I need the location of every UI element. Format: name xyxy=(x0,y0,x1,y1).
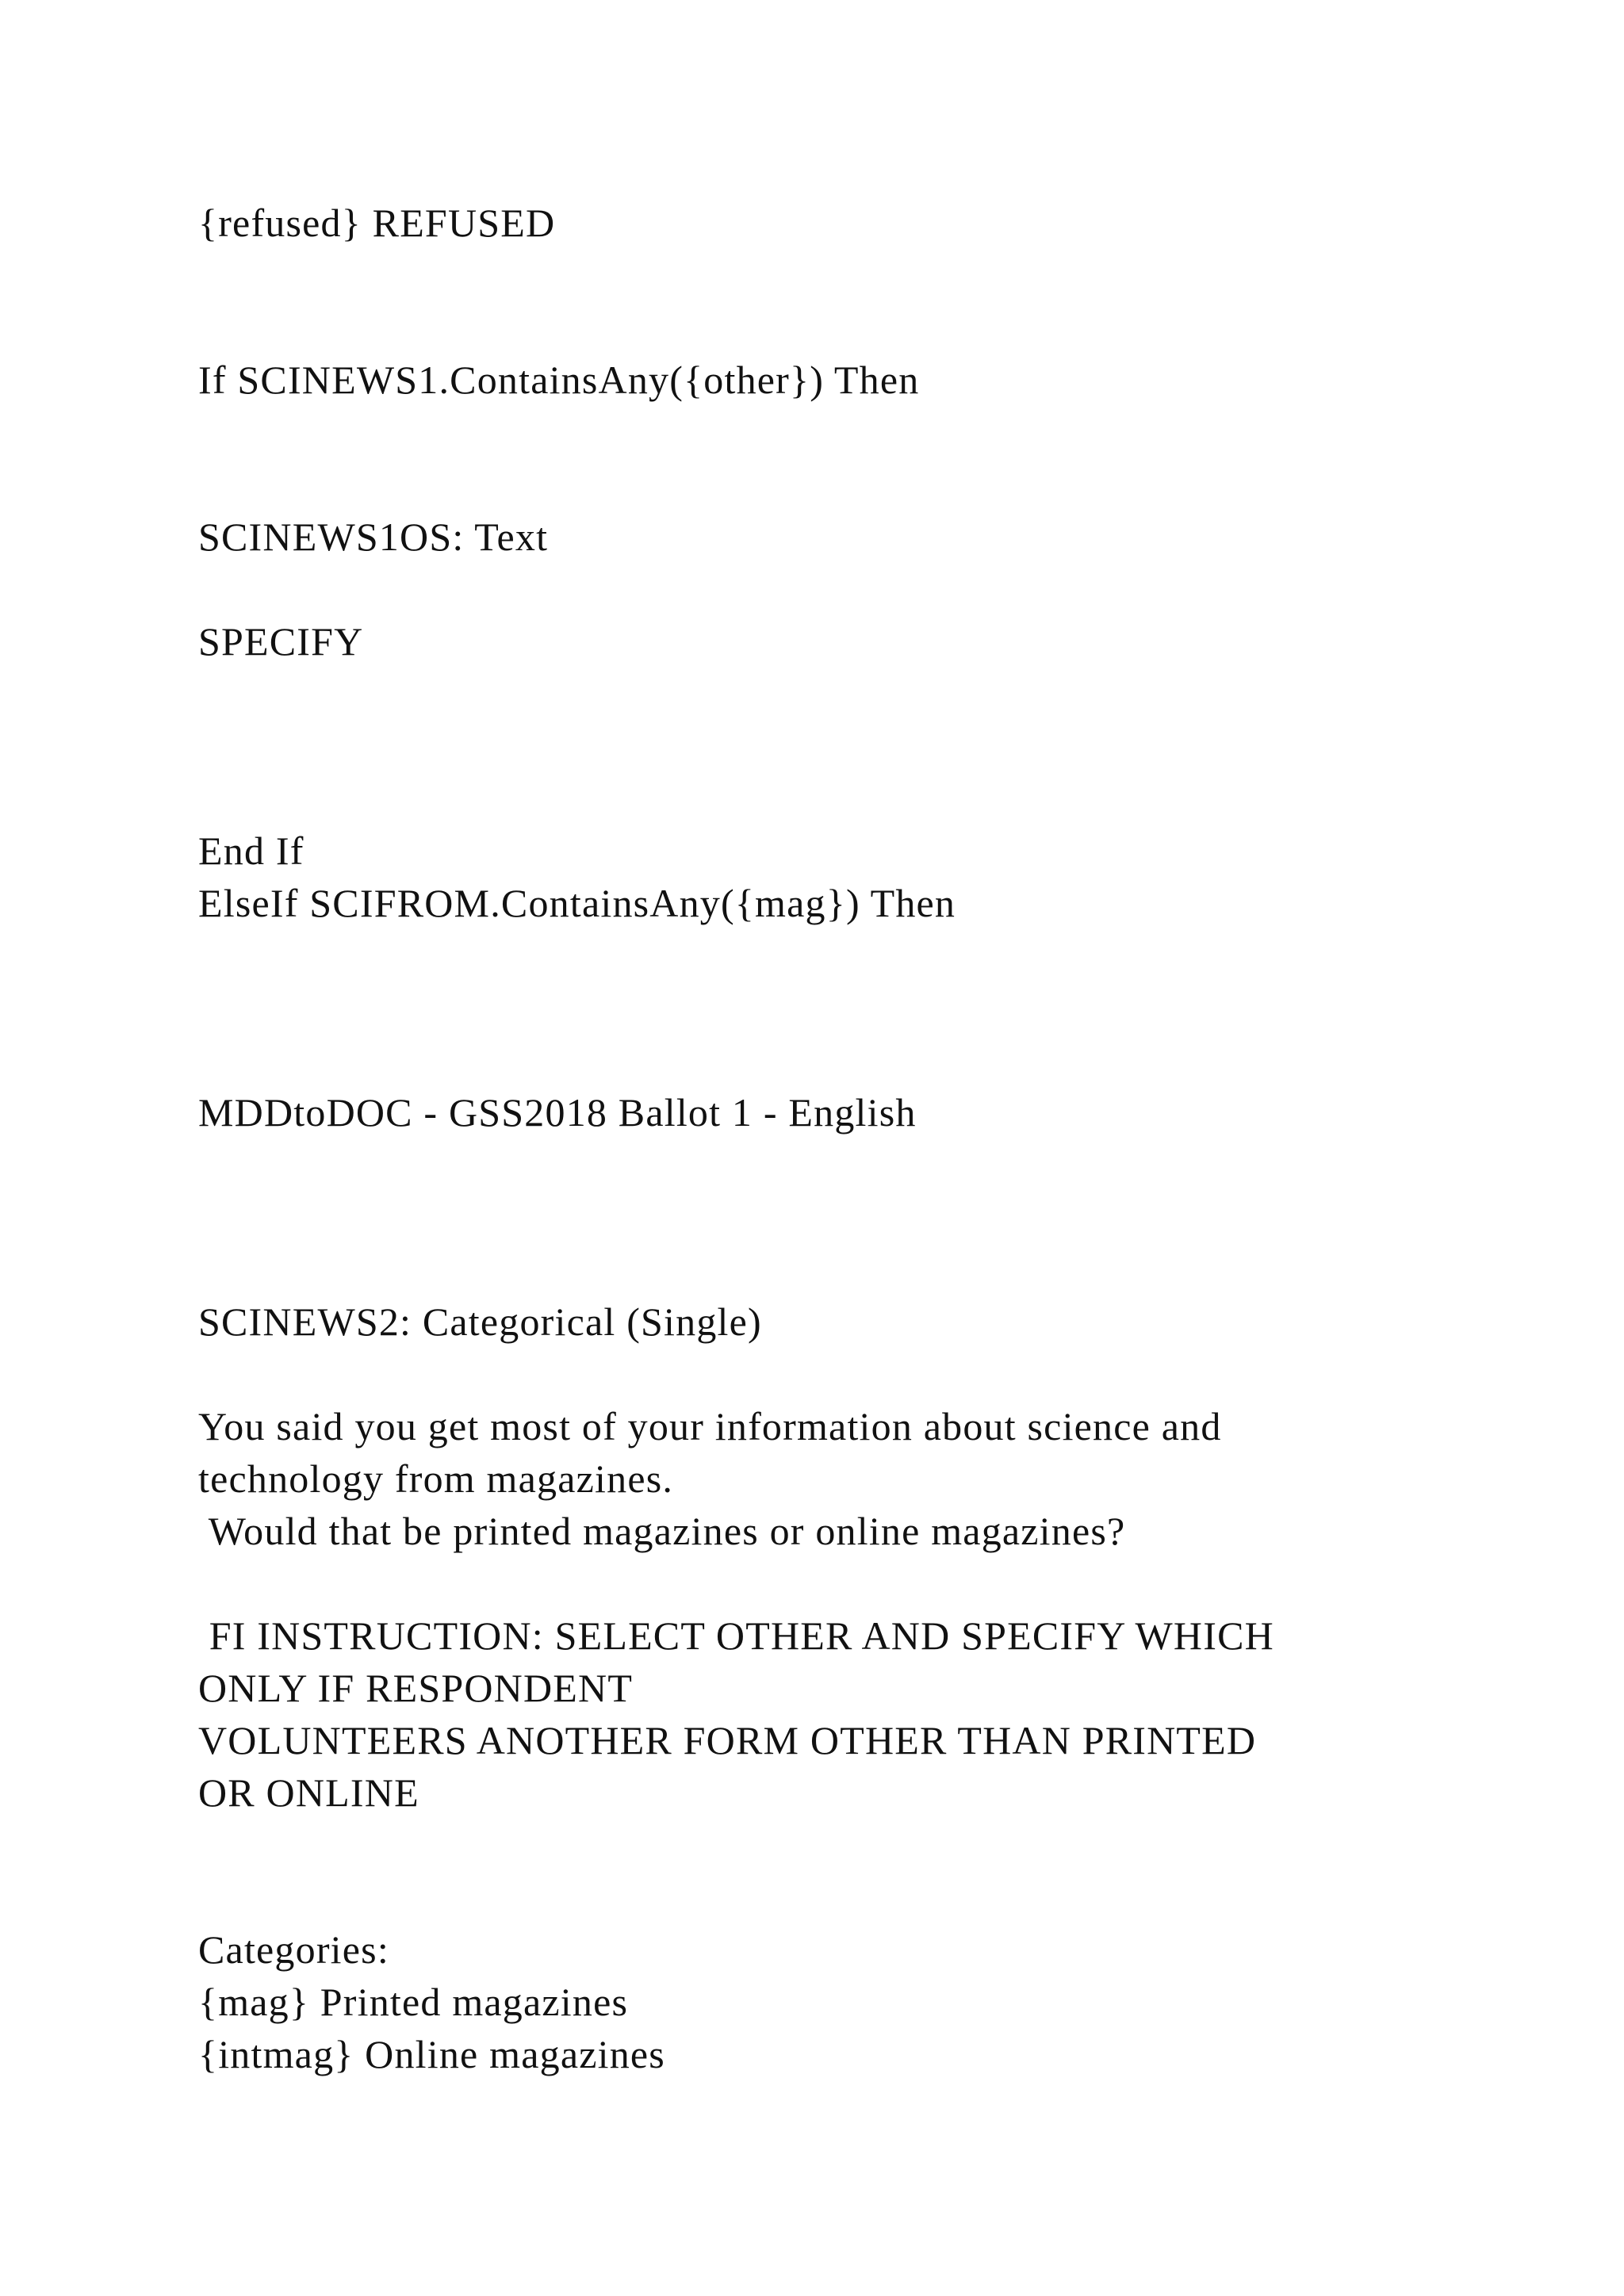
category-item: {intmag} Online magazines xyxy=(198,2032,665,2076)
categories-heading: Categories: xyxy=(198,1927,389,1972)
instruction-line: ONLY IF RESPONDENT xyxy=(198,1666,634,1710)
specify-line: SPECIFY xyxy=(198,619,364,664)
variable-definition-line: SCINEWS1OS: Text xyxy=(198,515,549,559)
question-text-line: technology from magazines. xyxy=(198,1456,674,1501)
category-item: {mag} Printed magazines xyxy=(198,1980,629,2024)
if-condition-line: If SCINEWS1.ContainsAny({other}) Then xyxy=(198,358,920,402)
instruction-line: OR ONLINE xyxy=(198,1770,419,1815)
document-header: MDDtoDOC - GSS2018 Ballot 1 - English xyxy=(198,1090,917,1135)
question-text-line: You said you get most of your information about science and xyxy=(198,1404,1222,1448)
end-if-line: End If xyxy=(198,828,304,873)
instruction-line: VOLUNTEERS ANOTHER FORM OTHER THAN PRINTED xyxy=(198,1718,1257,1762)
question-definition-line: SCINEWS2: Categorical (Single) xyxy=(198,1299,762,1344)
refused-category-line: {refused} REFUSED xyxy=(198,201,556,245)
question-text-line: Would that be printed magazines or online magazines? xyxy=(198,1509,1126,1553)
instruction-line: FI INSTRUCTION: SELECT OTHER AND SPECIFY WHICH xyxy=(198,1613,1274,1658)
elseif-condition-line: ElseIf SCIFROM.ContainsAny({mag}) Then xyxy=(198,881,956,925)
